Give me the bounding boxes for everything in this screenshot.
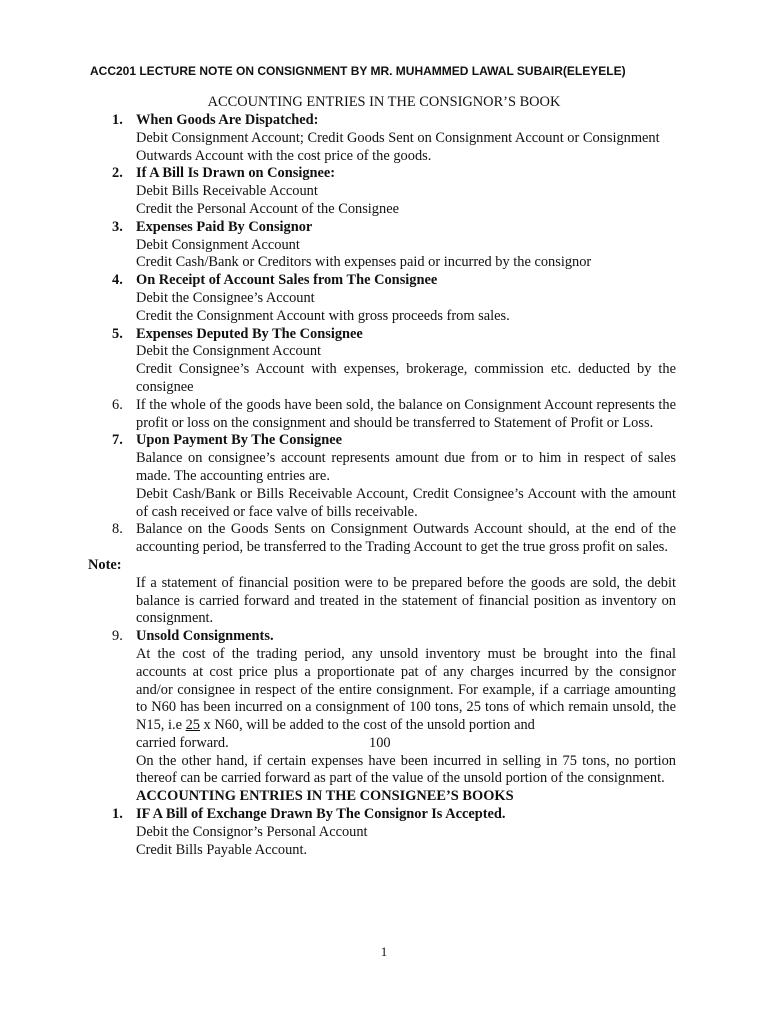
item-line: Credit Bills Payable Account. — [136, 841, 308, 858]
list-item — [90, 521, 676, 557]
list-item — [90, 272, 676, 325]
item-number: 7. — [112, 432, 123, 449]
item-number: 1. — [112, 806, 123, 823]
item-line: Debit Consignment Account; Credit Goods Sent on Consignment Account or Consignment — [136, 129, 660, 146]
note-label: Note: — [88, 556, 122, 573]
item-line: Balance on consignee’s account represents amount due from or to him in respect of sales made. The accounting entries are. — [136, 450, 676, 484]
item9-paragraph-2: On the other hand, if certain expenses have been incurred in selling in 75 tons, no portion thereof can be carried forward as part of the value of the unsold portion of the consignment. — [136, 752, 676, 787]
item-line: Balance on the Goods Sents on Consignment Outwards Account should, at the end of the accounting period, be transferred to the Trading Account to get the true gross profit on sales. — [136, 521, 676, 556]
consignee-section-title: ACCOUNTING ENTRIES IN THE CONSIGNEE’S BOOKS — [136, 788, 514, 805]
list-item — [90, 112, 676, 165]
item9-text-after: x N60, will be added to the cost of the unsold portion and — [199, 717, 535, 734]
item-heading: Expenses Deputed By The Consignee — [136, 325, 363, 342]
item-paragraph — [136, 646, 676, 735]
item-line: Credit the Consignment Account with gross proceeds from sales. — [136, 307, 510, 324]
item-line: Outwards Account with the cost price of the goods. — [136, 147, 432, 164]
note-text: If a statement of financial position were to be prepared before the goods are sold, the debit balance is carried forward and treated in the statement of financial position as inventory on consignment. — [136, 574, 676, 627]
list-item — [90, 628, 676, 788]
item-heading: Unsold Consignments. — [136, 628, 274, 645]
list-item — [90, 806, 676, 859]
item-line: Debit the Consignor’s Personal Account — [136, 823, 368, 840]
item9-last-line — [136, 735, 676, 753]
entries-list — [90, 112, 676, 859]
item-number: 9. — [112, 628, 123, 645]
item-number: 3. — [112, 218, 123, 235]
item-number: 2. — [112, 165, 123, 182]
item-line: Debit Bills Receivable Account — [136, 183, 318, 200]
item-line: Debit Consignment Account — [136, 236, 300, 253]
note-block — [90, 557, 676, 628]
document-header: ACC201 LECTURE NOTE ON CONSIGNMENT BY MR. MUHAMMED LAWAL SUBAIR(ELEYELE) — [90, 64, 626, 78]
item-line: Credit Cash/Bank or Creditors with expenses paid or incurred by the consignor — [136, 254, 592, 271]
item-line: If the whole of the goods have been sold, the balance on Consignment Account represents the profit or loss on the consignment and should be transferred to Statement of Profit or Loss. — [136, 396, 676, 431]
item-heading: IF A Bill of Exchange Drawn By The Consignor Is Accepted. — [136, 806, 506, 823]
item-line: Debit Cash/Bank or Bills Receivable Account, Credit Consignee’s Account with the amount of cash received or face valve of bills receivable. — [136, 485, 676, 520]
item-number: 8. — [112, 521, 123, 538]
fraction-numerator: 25 — [185, 717, 200, 734]
item-line: Debit the Consignment Account — [136, 343, 322, 360]
item-heading: Expenses Paid By Consignor — [136, 218, 313, 235]
list-item — [90, 165, 676, 218]
item-number: 4. — [112, 272, 123, 289]
item9-text-before: At the cost of the trading period, any unsold inventory must be brought into the final accounts at cost price plus a proportionate pat of any charges incurred by the consignor and/or consignee in respect of the entire consignment. For example, if a carriage amounting to N60 has been incurred on a consignment of 100 tons, 25 tons of which remain unsold, the N15, i.e — [136, 645, 676, 734]
list-item — [90, 397, 676, 433]
item-line: Credit Consignee’s Account with expenses, brokerage, commission etc. deducted by the consignee — [136, 361, 676, 395]
item-line: Debit the Consignee’s Account — [136, 289, 315, 306]
item-number: 1. — [112, 112, 123, 128]
item9-carried-forward: carried forward. — [136, 734, 229, 751]
fraction-denominator: 100 — [369, 734, 391, 751]
consignor-section-title: ACCOUNTING ENTRIES IN THE CONSIGNOR’S BOOK — [207, 94, 561, 110]
item-heading: On Receipt of Account Sales from The Consignee — [136, 272, 438, 289]
item-number: 5. — [112, 325, 123, 342]
item-number: 6. — [112, 396, 123, 413]
list-item — [90, 432, 676, 521]
item-heading: Upon Payment By The Consignee — [136, 432, 343, 449]
page-number: 1 — [380, 944, 388, 959]
list-item — [90, 326, 676, 397]
list-item — [90, 219, 676, 272]
consignor-items — [90, 112, 676, 557]
item-heading: If A Bill Is Drawn on Consignee: — [136, 165, 336, 182]
item-heading: When Goods Are Dispatched: — [136, 112, 319, 128]
item-line: Credit the Personal Account of the Consignee — [136, 200, 399, 217]
consignee-items — [90, 806, 676, 859]
